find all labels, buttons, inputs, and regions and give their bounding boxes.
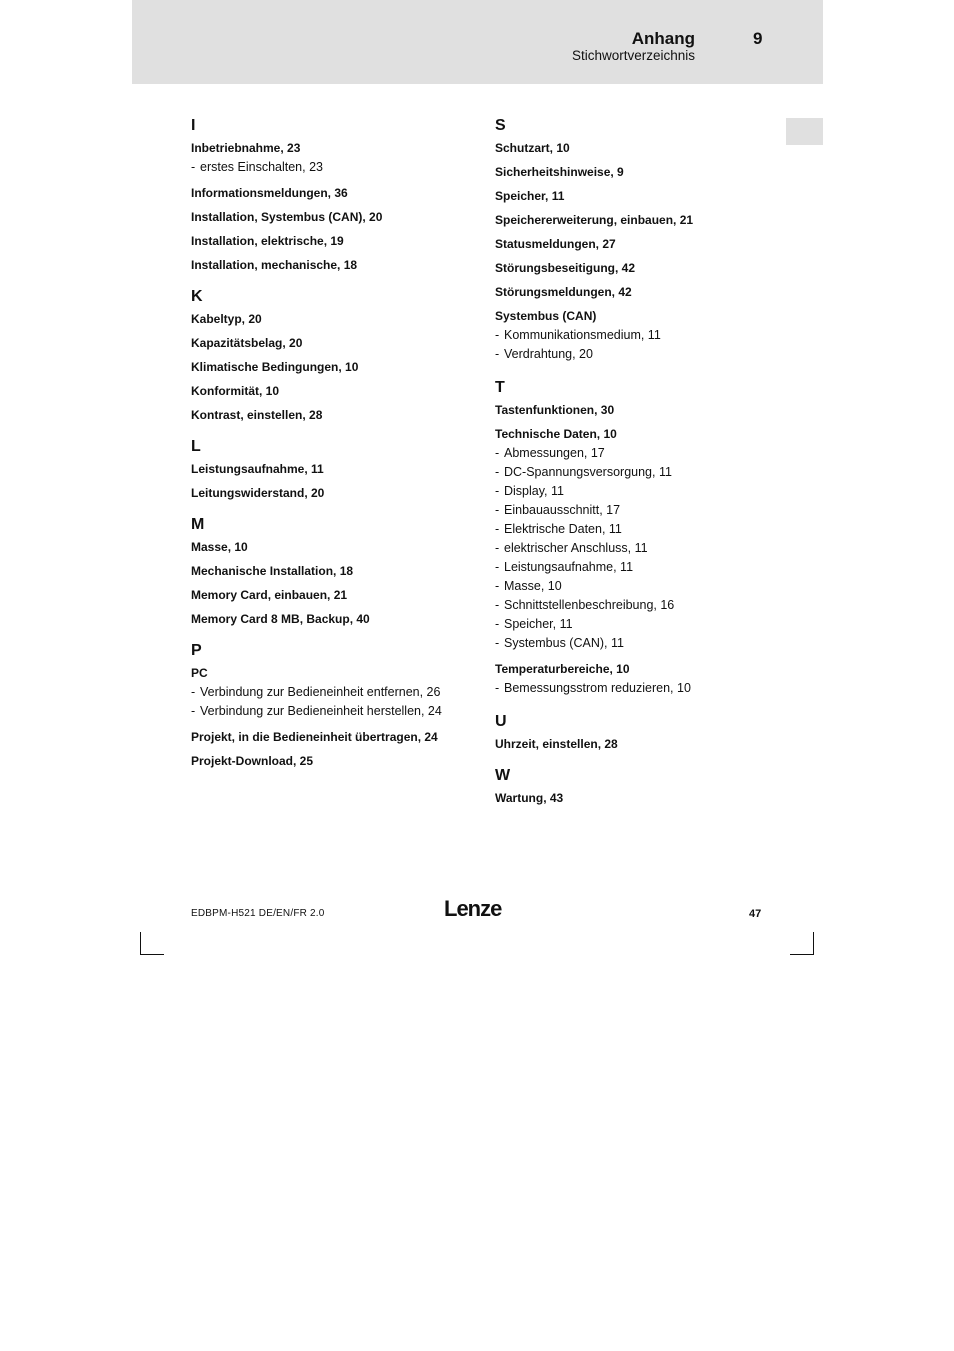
index-subentry-text: Elektrische Daten, 11 [504,522,622,536]
index-subentry-text: Verbindung zur Bedieneinheit herstellen, 24 [200,704,442,718]
index-subentry [495,520,785,539]
subentry-dash: - [495,541,500,555]
index-entry: Temperaturbereiche, 10 [495,662,630,676]
index-entry: Installation, Systembus (CAN), 20 [191,210,383,224]
index-subentry [495,577,785,596]
index-subentry [191,702,481,721]
index-subentry [191,158,481,177]
subentry-dash: - [191,704,196,718]
index-letter-heading: P [191,642,202,659]
index-subentry-text: DC-Spannungsversorgung, 11 [504,465,672,479]
index-subentry-text: Leistungsaufnahme, 11 [504,560,634,574]
lenze-logo: Lenze [444,896,502,921]
subentry-dash: - [495,347,500,361]
subentry-dash: - [495,598,500,612]
index-entry: Kapazitätsbelag, 20 [191,336,303,350]
subentry-dash: - [495,681,500,695]
index-entry: Uhrzeit, einstellen, 28 [495,737,618,751]
index-subentry [495,482,785,501]
index-subentry-text: Einbauausschnitt, 17 [504,503,621,517]
index-column-right [495,116,785,806]
subentry-dash: - [495,522,500,536]
index-subentry-text: erstes Einschalten, 23 [200,160,323,174]
index-subentry [495,463,785,482]
index-entry: Statusmeldungen, 27 [495,237,616,251]
index-entry: PC [191,666,208,680]
index-subentry-text: Masse, 10 [504,579,562,593]
index-entry: Technische Daten, 10 [495,427,617,441]
index-letter-heading: M [191,516,205,533]
chapter-number: 9 [753,29,763,48]
index-entry: Störungsbeseitigung, 42 [495,261,636,275]
index-entry: Memory Card, einbauen, 21 [191,588,348,602]
index-entry: Speichererweiterung, einbauen, 21 [495,213,694,227]
index-entry: Speicher, 11 [495,189,565,203]
index-subentry [495,679,785,698]
index-entry: Inbetriebnahme, 23 [191,141,301,155]
index-subentry-text: Speicher, 11 [504,617,573,631]
index-entry: Konformität, 10 [191,384,280,398]
index-entry: Sicherheitshinweise, 9 [495,165,624,179]
page-number: 47 [749,908,762,920]
chapter-subtitle: Stichwortverzeichnis [571,48,695,63]
subentry-dash: - [191,160,196,174]
index-subentry-text: Systembus (CAN), 11 [504,636,624,650]
index-letter-heading: W [495,767,511,784]
index-entry: Schutzart, 10 [495,141,570,155]
index-entry: Kontrast, einstellen, 28 [191,408,323,422]
crop-mark-left-horizontal [140,954,164,955]
index-letter-heading: U [495,713,507,730]
index-entry: Projekt-Download, 25 [191,754,314,768]
index-subentry-text: Display, 11 [504,484,564,498]
index-column-left [191,116,481,769]
document-id: EDBPM-H521 DE/EN/FR 2.0 [191,908,325,919]
index-letter-heading: I [191,117,196,134]
header-band [132,0,823,84]
index-entry: Tastenfunktionen, 30 [495,403,615,417]
index-subentry-text: Bemessungsstrom reduzieren, 10 [504,681,691,695]
index-subentry [495,596,785,615]
index-entry: Memory Card 8 MB, Backup, 40 [191,612,370,626]
subentry-dash: - [495,484,500,498]
subentry-dash: - [495,503,500,517]
index-entry: Leistungsaufnahme, 11 [191,462,324,476]
crop-mark-right-vertical [813,932,814,955]
subentry-dash: - [495,579,500,593]
index-subentry [495,326,785,345]
index-entry: Projekt, in die Bedieneinheit übertragen, 24 [191,730,438,744]
index-subentry [495,615,785,634]
index-subentry [495,558,785,577]
index-entry: Mechanische Installation, 18 [191,564,354,578]
subentry-dash: - [495,617,500,631]
index-subentry-text: Verdrahtung, 20 [504,347,593,361]
subentry-dash: - [495,465,500,479]
index-subentry [495,634,785,653]
index-subentry [191,683,481,702]
subentry-dash: - [495,560,500,574]
index-subentry [495,539,785,558]
index-letter-heading: T [495,379,505,396]
index-subentry [495,444,785,463]
index-entry: Wartung, 43 [495,791,564,805]
index-entry: Kabeltyp, 20 [191,312,262,326]
index-subentry [495,501,785,520]
index-letter-heading: K [191,288,203,305]
index-entry: Installation, elektrische, 19 [191,234,344,248]
crop-mark-left-vertical [140,932,141,955]
index-subentry-text: elektrischer Anschluss, 11 [504,541,648,555]
index-entry: Störungsmeldungen, 42 [495,285,632,299]
index-subentry-text: Schnittstellenbeschreibung, 16 [504,598,675,612]
subentry-dash: - [495,446,500,460]
index-letter-heading: S [495,117,506,134]
index-entry: Systembus (CAN) [495,309,597,323]
index-entry: Installation, mechanische, 18 [191,258,358,272]
chapter-side-tab [786,118,823,145]
subentry-dash: - [495,328,500,342]
index-subentry-text: Verbindung zur Bedieneinheit entfernen, 26 [200,685,441,699]
subentry-dash: - [191,685,196,699]
index-letter-heading: L [191,438,201,455]
crop-mark-right-horizontal [790,954,814,955]
subentry-dash: - [495,636,500,650]
index-entry: Klimatische Bedingungen, 10 [191,360,359,374]
index-entry: Informationsmeldungen, 36 [191,186,348,200]
index-entry: Leitungswiderstand, 20 [191,486,325,500]
index-entry: Masse, 10 [191,540,248,554]
chapter-title: Anhang [631,29,695,48]
index-subentry [495,345,785,364]
index-subentry-text: Abmessungen, 17 [504,446,605,460]
index-subentry-text: Kommunikationsmedium, 11 [504,328,661,342]
